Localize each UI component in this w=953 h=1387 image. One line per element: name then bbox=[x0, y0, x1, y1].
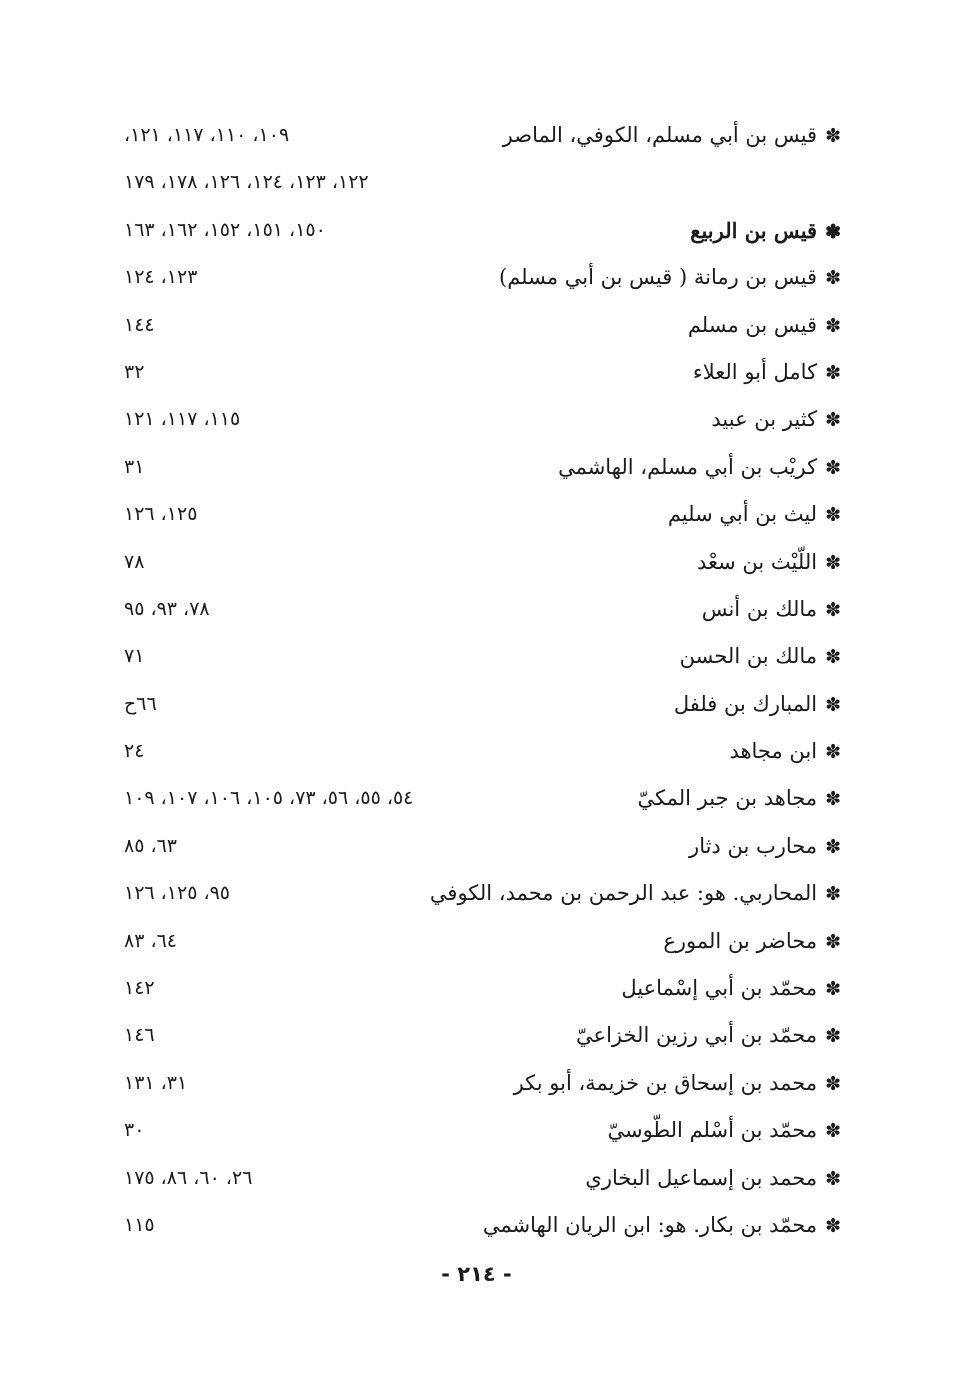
entry-name: مالك بن أنس bbox=[701, 596, 818, 621]
entry-name: اللّيْث بن سعْد bbox=[697, 549, 818, 574]
entry-name: مالك بن الحسن bbox=[679, 644, 818, 669]
index-entry bbox=[0, 396, 953, 443]
entry-pages: ٧١ bbox=[124, 645, 145, 668]
entry-pages: ٦٣، ٨٥ bbox=[124, 834, 178, 857]
entry-name: مجاهد بن جبر المكيّ bbox=[637, 786, 818, 811]
entry-pages: ٢٤ bbox=[124, 740, 145, 763]
star-icon: ✽ bbox=[825, 361, 841, 384]
entry-name: ابن مجاهد bbox=[729, 739, 818, 764]
entry-pages: ١٢٥، ١٢٦ bbox=[124, 503, 198, 526]
index-entry bbox=[0, 965, 953, 1012]
index-entry bbox=[0, 1012, 953, 1059]
entry-name: كريْب بن أبي مسلم، الهاشمي bbox=[558, 454, 818, 479]
entry-pages: ٣١، ١٣١ bbox=[124, 1071, 188, 1094]
index-entry bbox=[0, 207, 953, 254]
star-icon: ✽ bbox=[825, 1167, 841, 1190]
index-entry bbox=[0, 491, 953, 538]
entry-name: محمّد بن بكار. هو: ابن الريان الهاشمي bbox=[482, 1212, 818, 1237]
entry-pages: ٣١ bbox=[124, 455, 145, 478]
star-icon: ✽ bbox=[825, 930, 841, 953]
entry-name: محارب بن دثار bbox=[689, 833, 818, 858]
entry-pages: ٧٨، ٩٣، ٩٥ bbox=[124, 597, 210, 620]
star-icon: ✽ bbox=[825, 835, 841, 858]
index-entry bbox=[0, 870, 953, 917]
star-icon: ✽ bbox=[825, 598, 841, 621]
entry-pages: ١٥٠، ١٥١، ١٥٢، ١٦٢، ١٦٣ bbox=[124, 218, 326, 241]
entry-name: قيس بن أبي مسلم، الكوفي، الماصر bbox=[502, 123, 818, 147]
entry-pages: ٧٨ bbox=[124, 550, 145, 573]
star-icon: ✽ bbox=[825, 1025, 841, 1048]
index-entry bbox=[0, 775, 953, 822]
index-entry bbox=[0, 823, 953, 870]
index-entry bbox=[0, 254, 953, 301]
entry-pages: ١٢٢، ١٢٣، ١٢٤، ١٢٦، ١٧٨، ١٧٩ bbox=[124, 171, 369, 194]
index-entry bbox=[0, 349, 953, 396]
entry-name: المبارك بن فلفل bbox=[673, 691, 818, 716]
star-icon: ✽ bbox=[825, 741, 841, 764]
star-icon: ✽ bbox=[825, 220, 841, 243]
entry-pages: ٣٢ bbox=[124, 360, 145, 383]
index-entry bbox=[0, 728, 953, 775]
index-entry bbox=[0, 444, 953, 491]
star-icon: ✽ bbox=[825, 788, 841, 811]
star-icon: ✽ bbox=[825, 409, 841, 432]
star-icon: ✽ bbox=[825, 125, 841, 147]
index-entry bbox=[0, 1107, 953, 1154]
index-entry bbox=[0, 586, 953, 633]
entry-pages: ١٢٣، ١٢٤ bbox=[124, 266, 198, 289]
entry-name: كامل أبو العلاء bbox=[692, 359, 818, 384]
index-entries bbox=[0, 112, 953, 1249]
entry-pages: ١١٥، ١١٧، ١٢١ bbox=[124, 408, 241, 431]
index-entry bbox=[0, 633, 953, 680]
entry-pages: ٣٠ bbox=[124, 1119, 145, 1142]
entry-name: كثير بن عبيد bbox=[711, 407, 818, 432]
star-icon: ✽ bbox=[825, 456, 841, 479]
star-icon: ✽ bbox=[825, 883, 841, 906]
entry-name: قيس بن مسلم bbox=[687, 312, 818, 337]
entry-name: محمّد بن أسْلم الطّوسيّ bbox=[607, 1118, 818, 1143]
entry-name: المحاربي. هو: عبد الرحمن بن محمد، الكوفي bbox=[429, 881, 818, 906]
entry-pages: ٦٦ح bbox=[124, 692, 157, 715]
entry-name: محاضر بن المورع bbox=[663, 928, 818, 953]
index-entry bbox=[0, 681, 953, 728]
star-icon: ✽ bbox=[825, 1214, 841, 1237]
entry-name: قيس بن الربيع bbox=[690, 217, 818, 243]
star-icon: ✽ bbox=[825, 551, 841, 574]
entry-pages: ٩٥، ١٢٥، ١٢٦ bbox=[124, 882, 231, 905]
entry-pages: ١١٥ bbox=[124, 1213, 155, 1236]
star-icon: ✽ bbox=[825, 267, 841, 290]
star-icon: ✽ bbox=[825, 646, 841, 669]
star-icon: ✽ bbox=[825, 693, 841, 716]
entry-name: ليث بن أبي سليم bbox=[667, 502, 818, 527]
star-icon: ✽ bbox=[825, 1120, 841, 1143]
entry-name: محمد بن إسماعيل البخاري bbox=[585, 1165, 818, 1190]
star-icon: ✽ bbox=[825, 314, 841, 337]
page-number: - ٢١٤ - bbox=[441, 1262, 512, 1286]
entry-name: محمد بن إسحاق بن خزيمة، أبو بكر bbox=[513, 1070, 818, 1095]
index-entry bbox=[0, 539, 953, 586]
entry-pages: ١٠٩، ١١٠، ١١٧، ١٢١، bbox=[124, 124, 290, 146]
star-icon: ✽ bbox=[825, 504, 841, 527]
star-icon: ✽ bbox=[825, 978, 841, 1001]
entry-name: محمّد بن أبي إسْماعيل bbox=[621, 976, 818, 1001]
entry-pages: ٦٤، ٨٣ bbox=[124, 929, 178, 952]
entry-pages: ٥٤، ٥٥، ٥٦، ٧٣، ١٠٥، ١٠٦، ١٠٧، ١٠٩ bbox=[124, 787, 414, 810]
index-entry bbox=[0, 1060, 953, 1107]
entry-name: محمّد بن أبي رزين الخزاعيّ bbox=[576, 1023, 818, 1048]
index-entry bbox=[0, 302, 953, 349]
index-entry bbox=[0, 159, 953, 206]
star-icon: ✽ bbox=[825, 1072, 841, 1095]
index-entry bbox=[0, 1202, 953, 1249]
entry-pages: ١٤٢ bbox=[124, 977, 155, 1000]
entry-pages: ١٤٤ bbox=[124, 313, 155, 336]
entry-name: قيس بن رمانة ( قيس بن أبي مسلم) bbox=[499, 265, 818, 290]
index-entry bbox=[0, 112, 953, 159]
index-entry bbox=[0, 1155, 953, 1202]
entry-pages: ٢٦، ٦٠، ٨٦، ١٧٥ bbox=[124, 1166, 253, 1189]
entry-pages: ١٤٦ bbox=[124, 1024, 155, 1047]
index-entry bbox=[0, 918, 953, 965]
